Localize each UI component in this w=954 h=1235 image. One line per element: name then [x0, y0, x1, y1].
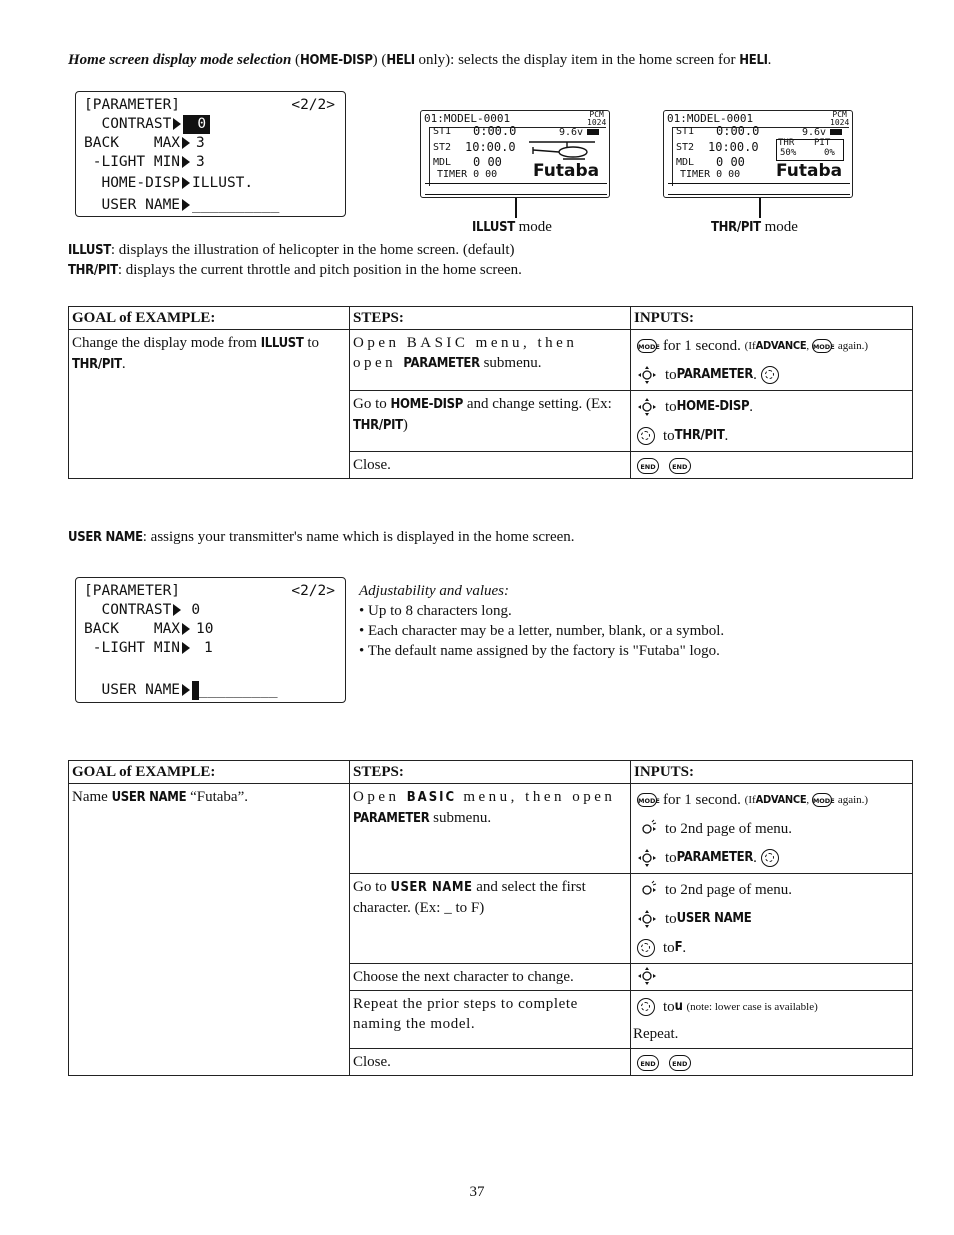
parameter-lcd-screen-2: [75, 577, 346, 703]
pcm-sub: 1024: [587, 118, 607, 127]
adjustability-item: • Up to 8 characters long.: [359, 603, 512, 619]
home-screen-thr-pit: [663, 110, 853, 198]
step-cell: Close.: [350, 1049, 631, 1076]
pcm-badge: [587, 111, 606, 127]
goal-mid: to: [303, 335, 320, 351]
lcd-page: <2/2>: [291, 97, 335, 113]
def-user-name: [68, 529, 575, 546]
end-button-icon: END: [637, 458, 659, 474]
page-number: 37: [469, 1184, 485, 1200]
input-text: to: [665, 398, 677, 415]
adjustability-title: Adjustability and values:: [359, 583, 509, 599]
step-post: submenu.: [429, 810, 492, 826]
step-code: USER NAME: [390, 880, 473, 895]
st2-time: 10:00.0: [708, 140, 759, 154]
arrow-icon: [182, 137, 190, 149]
trim-bar: [668, 183, 850, 195]
input-cell: [631, 330, 913, 391]
lcd-min-label: -LIGHT MIN: [84, 640, 181, 656]
lcd-min-row: [84, 153, 337, 172]
step-mid: and change setting. (Ex:: [463, 396, 612, 412]
lcd-contrast-label: CONTRAST: [84, 116, 172, 132]
pcm-label: PCM: [589, 110, 604, 119]
mdl-time: 0 00: [716, 155, 745, 169]
step-post: and select the first character. (Ex: _ to F): [353, 879, 586, 916]
thr-caption-code: THR/PIT: [711, 220, 761, 235]
table-header-row: [69, 761, 913, 784]
lcd-page: <2/2>: [291, 583, 335, 599]
input-again: again.): [837, 339, 869, 352]
input-code: USER NAME: [676, 910, 752, 926]
lcd-username-row: [84, 681, 337, 700]
input-text: to: [663, 998, 675, 1015]
goal-cell: [69, 784, 350, 1076]
def-user-name-text: : assigns your transmitter's name which is displayed in the home screen.: [142, 529, 575, 545]
lcd-title: [PARAMETER]: [84, 97, 181, 113]
input-advance-code: ADVANCE: [755, 792, 807, 806]
input-cell: [631, 1049, 913, 1076]
input-text: for 1 second.: [663, 791, 741, 808]
input-line: MODE for 1 second. (If ADVANCE , MODE again.): [638, 337, 869, 354]
input-text: for 1 second.: [663, 337, 741, 354]
home-screen-illust: [420, 110, 610, 198]
input-if: (If: [744, 339, 756, 352]
jog-key-icon: [637, 365, 657, 385]
input-text: to: [665, 849, 677, 866]
lcd-homedisp-row: [84, 174, 337, 193]
battery-icon: [587, 129, 599, 135]
thr-value: 50%: [780, 148, 797, 158]
end-button-icon: END: [637, 1055, 659, 1071]
goal-post: “Futaba”.: [186, 789, 248, 805]
input-code: THR/PIT: [674, 427, 725, 443]
timer-label: TIMER 0 00: [680, 169, 741, 180]
def-illust: [68, 242, 515, 259]
lcd-min-value: 1: [204, 640, 213, 656]
input-line: [637, 904, 906, 933]
intro-line: Home screen display mode selection (HOME-DISP) (HELI only): selects the display item in the home screen for HELI.: [68, 52, 772, 68]
input-text: to: [665, 366, 677, 383]
step-cell: [350, 991, 631, 1049]
home-model-name: 01:MODEL-0001: [667, 112, 754, 125]
input-line: [637, 992, 906, 1021]
jog-right-icon: [637, 880, 657, 900]
step-code-2: PARAMETER: [353, 811, 430, 826]
arrow-icon: [182, 642, 190, 654]
lcd-max-value: 10: [196, 621, 214, 637]
input-repeat: Repeat.: [633, 1026, 679, 1042]
step-code: PARAMETER: [403, 356, 480, 371]
input-advance-code: ADVANCE: [755, 338, 807, 352]
home-model-name: 01:MODEL-0001: [424, 112, 511, 125]
st1-label: ST1: [433, 126, 452, 137]
input-line: to F .: [637, 933, 906, 962]
lcd-contrast-value: 0: [183, 115, 210, 134]
pit-value: 0%: [824, 148, 835, 158]
table-row: [69, 330, 913, 391]
lcd-username-value: __________: [192, 197, 280, 213]
jog-key-icon: [637, 966, 657, 986]
input-text: to 2nd page of menu.: [665, 881, 793, 898]
intro-mid-text: only): selects the display item in the home screen for: [414, 52, 740, 68]
goal-code-illust: ILLUST: [260, 336, 304, 351]
lcd-username-label: USER NAME: [84, 197, 181, 213]
input-code: F: [674, 939, 683, 955]
futaba-logo: Futaba: [533, 161, 600, 181]
intro-code-heli-2: HELI: [739, 53, 768, 68]
dial-icon: [637, 998, 655, 1016]
input-cell: [631, 452, 913, 479]
lcd-contrast-row: [84, 115, 337, 134]
lcd-homedisp-value: ILLUST.: [192, 175, 254, 191]
lcd-contrast-row: [84, 601, 337, 620]
step-code: BASIC: [406, 790, 457, 805]
table-row: [69, 784, 913, 874]
lcd-max-label: BACK MAX: [84, 621, 181, 637]
lcd-username-value: _________: [199, 682, 278, 698]
lcd-max-label: BACK MAX: [84, 135, 181, 151]
input-line: to PARAMETER .: [637, 360, 906, 389]
lcd-min-label: -LIGHT MIN: [84, 154, 181, 170]
input-line: to HOME-DISP .: [637, 392, 906, 421]
step-mid: menu, then open: [456, 789, 616, 805]
input-code: u: [674, 998, 683, 1014]
dial-icon: [637, 939, 655, 957]
input-cell: [631, 991, 913, 1049]
adjustability-block: [359, 581, 724, 661]
header-inputs: INPUTS:: [631, 761, 913, 784]
adjustability-item: • Each character may be a letter, number, blank, or a symbol.: [359, 623, 725, 639]
header-steps: STEPS:: [350, 761, 631, 784]
jog-key-icon: [637, 909, 657, 929]
intro-title: Home screen display mode selection: [68, 52, 292, 68]
def-illust-code: ILLUST: [68, 243, 111, 258]
arrow-icon: [173, 118, 181, 130]
lcd-username-label: USER NAME: [84, 682, 181, 698]
lcd-max-row: [84, 620, 337, 639]
illust-caption-pointer: [515, 198, 517, 218]
step-text: Open BASIC menu, then open: [353, 335, 578, 371]
step-code-2: THR/PIT: [353, 418, 403, 433]
input-cell: [631, 874, 913, 964]
st1-label: ST1: [676, 126, 695, 137]
voltage-readout: 9.6v: [802, 127, 827, 138]
step-cell: [350, 874, 631, 964]
def-thr-code: THR/PIT: [68, 263, 118, 278]
goal-table-user-name: [68, 760, 913, 1076]
arrow-icon: [182, 623, 190, 635]
header-goal: GOAL of EXAMPLE:: [69, 307, 350, 330]
def-thr-pit: [68, 262, 522, 279]
step-text: Go to: [353, 396, 391, 412]
goal-code: USER NAME: [111, 790, 187, 805]
goal-text: Change the display mode from: [72, 335, 261, 351]
trim-bar: [425, 183, 607, 195]
input-text: to: [663, 939, 675, 956]
arrow-icon: [173, 604, 181, 616]
input-line: [637, 965, 906, 987]
input-line: MODE for 1 second. (If ADVANCE , MODE again.): [638, 791, 869, 808]
input-line: to THR/PIT .: [637, 421, 906, 450]
input-text: to: [663, 427, 675, 444]
goal-cell: [69, 330, 350, 479]
adjustability-item: • The default name assigned by the factory is "Futaba" logo.: [359, 643, 720, 659]
header-inputs: INPUTS:: [631, 307, 913, 330]
input-if: (If: [744, 793, 756, 806]
parameter-lcd-screen-1: [75, 91, 346, 217]
lcd-max-row: [84, 134, 337, 153]
goal-text: Name: [72, 789, 112, 805]
input-cell: [631, 784, 913, 874]
thr-label: THR: [778, 138, 795, 148]
step-text: Go to: [353, 879, 391, 895]
lcd-blank-row: [84, 658, 337, 677]
step-text: Open: [353, 789, 407, 805]
end-button-icon: END: [669, 1055, 691, 1071]
intro-code-home-disp: HOME-DISP: [300, 53, 373, 68]
pit-label: PIT: [814, 138, 831, 148]
table-header-row: [69, 307, 913, 330]
voltage-readout: 9.6v: [559, 127, 584, 138]
arrow-icon: [182, 177, 190, 189]
dial-icon: [637, 427, 655, 445]
illust-caption-code: ILLUST: [472, 220, 515, 235]
lcd-username-row: [84, 196, 337, 215]
thr-caption-pointer: [759, 198, 761, 218]
st2-label: ST2: [676, 142, 695, 153]
illust-caption: [472, 219, 552, 236]
input-note: (note: lower case is available): [686, 1000, 818, 1013]
step-cell: [350, 784, 631, 874]
goal-post: .: [121, 356, 126, 372]
intro-code-heli: HELI: [386, 53, 415, 68]
mode-button-icon: MODE: [812, 339, 832, 353]
mode-button-icon: MODE: [637, 339, 657, 353]
jog-key-icon: [637, 397, 657, 417]
input-line: [637, 814, 906, 843]
goal-table-home-disp: [68, 306, 913, 479]
input-line: to PARAMETER .: [637, 843, 906, 872]
step-cell: Choose the next character to change.: [350, 964, 631, 991]
pcm-badge: [830, 111, 849, 127]
jog-right-icon: [637, 819, 657, 839]
step-cell: [350, 391, 631, 452]
step-code: HOME-DISP: [390, 397, 464, 412]
lcd-min-row: [84, 639, 337, 658]
futaba-logo: Futaba: [776, 161, 843, 181]
input-again: again.): [837, 793, 869, 806]
lcd-max-value: 3: [196, 135, 205, 151]
st2-label: ST2: [433, 142, 452, 153]
arrow-icon: [182, 156, 190, 168]
lcd-title-row: [84, 582, 337, 601]
step-cell: [350, 330, 631, 391]
step-post: ): [402, 417, 408, 433]
mdl-label: MDL: [676, 157, 695, 168]
dial-icon: [761, 849, 779, 867]
st1-time: 0:00.0: [473, 124, 517, 138]
header-goal: GOAL of EXAMPLE:: [69, 761, 350, 784]
illust-caption-rest: mode: [514, 219, 552, 235]
input-code: PARAMETER: [676, 366, 754, 382]
def-thr-text: : displays the current throttle and pitch position in the home screen.: [117, 262, 522, 278]
goal-code-thr: THR/PIT: [72, 357, 122, 372]
input-line: [637, 875, 906, 904]
input-text: to: [665, 910, 677, 927]
lcd-title: [PARAMETER]: [84, 583, 181, 599]
def-illust-text: : displays the illustration of helicopter in the home screen. (default): [110, 242, 515, 258]
arrow-icon: [182, 684, 190, 696]
jog-key-icon: [637, 848, 657, 868]
end-button-icon: END: [669, 458, 691, 474]
thr-caption-rest: mode: [760, 219, 798, 235]
lcd-contrast-label: CONTRAST: [84, 602, 172, 618]
input-text: to 2nd page of menu.: [665, 820, 793, 837]
battery-icon: [830, 129, 842, 135]
st1-time: 0:00.0: [716, 124, 760, 138]
mdl-label: MDL: [433, 157, 452, 168]
step-text: Repeat the prior steps to complete naming the model.: [353, 996, 578, 1032]
lcd-homedisp-label: HOME-DISP: [84, 175, 181, 191]
def-user-name-code: USER NAME: [68, 530, 143, 545]
dial-icon: [761, 366, 779, 384]
st2-time: 10:00.0: [465, 140, 516, 154]
mode-button-icon: MODE: [637, 793, 657, 807]
lcd-title-row: [84, 96, 337, 115]
lcd-cursor: [192, 681, 199, 700]
step-post: submenu.: [479, 355, 542, 371]
timer-label: TIMER 0 00: [437, 169, 498, 180]
mdl-time: 0 00: [473, 155, 502, 169]
input-code: PARAMETER: [676, 849, 754, 865]
lcd-min-value: 3: [196, 154, 205, 170]
header-steps: STEPS:: [350, 307, 631, 330]
lcd-contrast-value: 0: [191, 602, 201, 618]
pcm-sub: 1024: [830, 118, 850, 127]
helicopter-icon: [527, 139, 597, 161]
step-cell: Close.: [350, 452, 631, 479]
arrow-icon: [182, 199, 190, 211]
input-cell: [631, 964, 913, 991]
pcm-label: PCM: [832, 110, 847, 119]
input-code: HOME-DISP: [676, 398, 750, 414]
mode-button-icon: MODE: [812, 793, 832, 807]
thr-caption: [711, 219, 798, 236]
input-cell: [631, 391, 913, 452]
